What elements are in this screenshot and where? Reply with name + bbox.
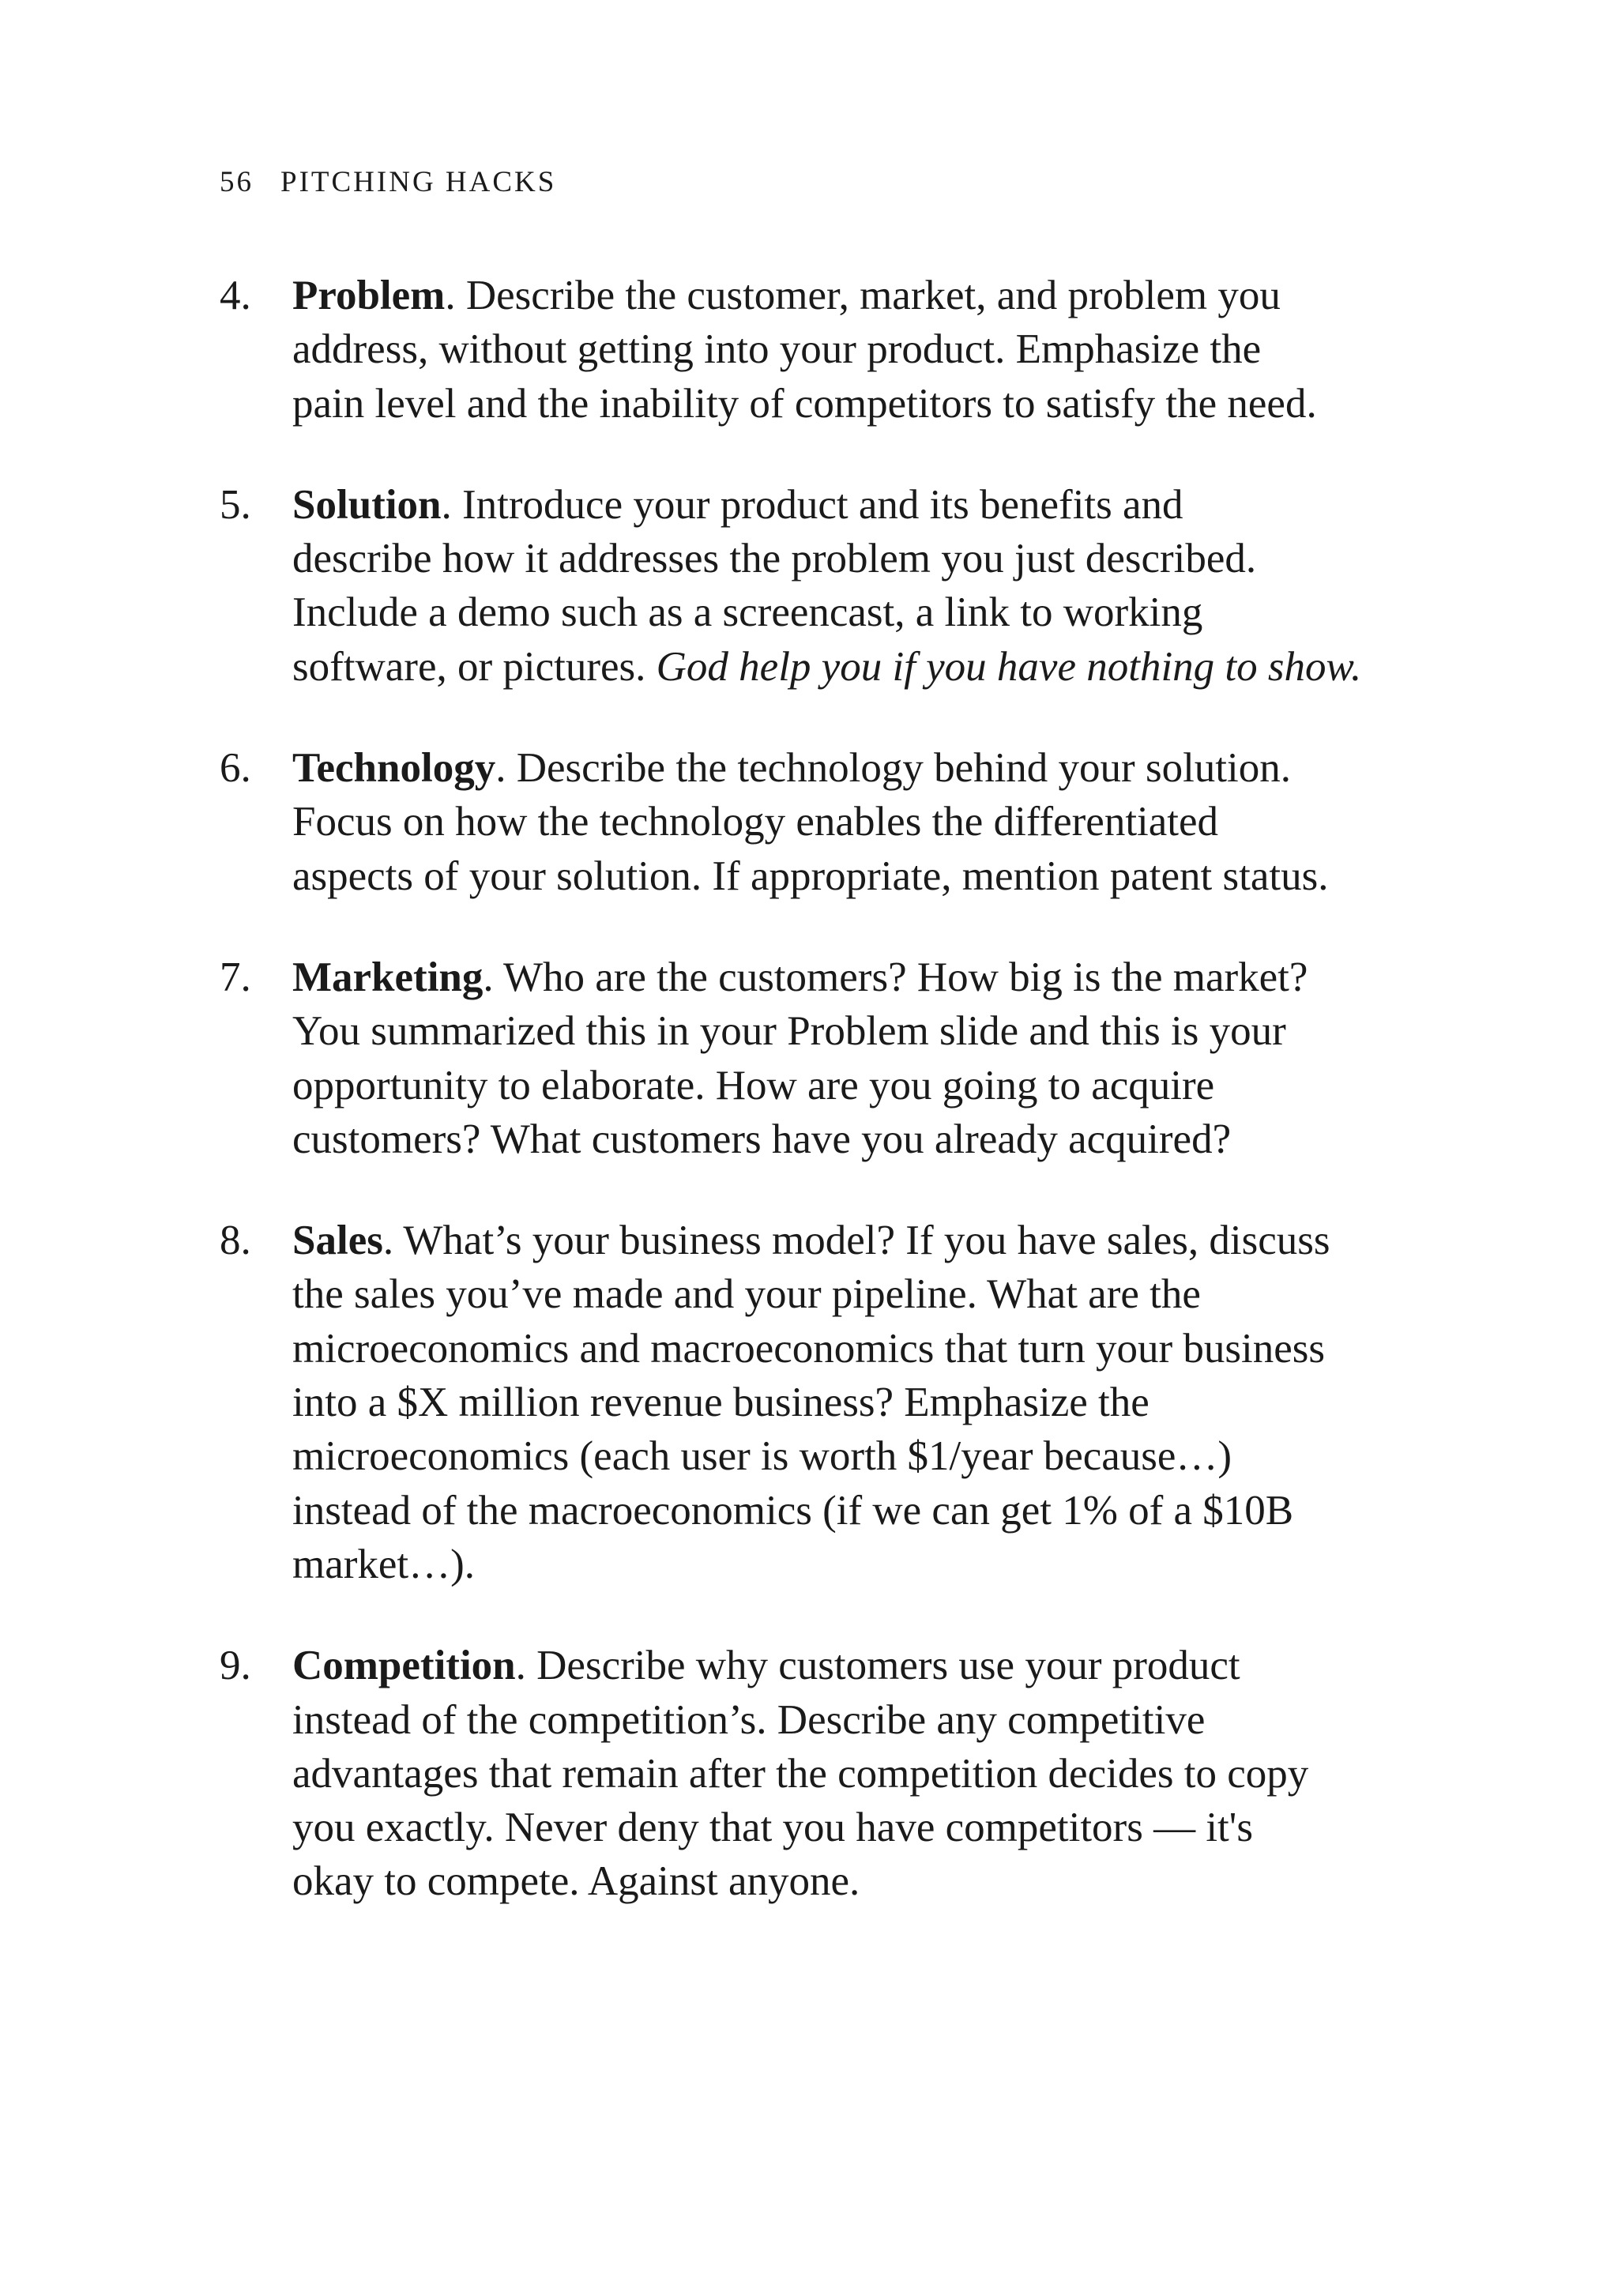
item-text: Problem. Describe the customer, market, and problem you address, without getting into your product. Emphasize the pain level and the inability of competitors to satisfy the need. xyxy=(292,273,1317,427)
item-term: Sales xyxy=(292,1218,383,1264)
item-text: Solution. Introduce your product and its benefits and describe how it addresses the problem you just described. Include a demo such as a screencast, a link to working software, or pictures. God help you if you have nothing to show. xyxy=(292,481,1362,690)
item-number: 9. xyxy=(220,1643,251,1689)
italic-remark: God help you if you have nothing to show. xyxy=(656,643,1362,690)
item-term: Marketing xyxy=(292,954,484,1000)
pitch-slide-list xyxy=(220,269,1420,1956)
item-number: 5. xyxy=(220,481,251,528)
list-item-marketing xyxy=(220,950,1420,1166)
item-text: Marketing. Who are the customers? How big is the market? You summarized this in your Problem slide and this is your opportunity to elaborate. How are you going to acquire customers? What customers have you already acquired? xyxy=(292,954,1308,1162)
item-text: Competition. Describe why customers use your product instead of the competition’s. Describe any competitive advantages that remain after the competition decides to copy you exactly. Never deny that you have competitors — it's okay to compete. Against anyone. xyxy=(292,1643,1309,1905)
book-title: PITCHING HACKS xyxy=(280,166,557,198)
list-item-problem xyxy=(220,269,1420,431)
item-number: 7. xyxy=(220,954,251,1000)
item-term: Problem xyxy=(292,273,446,318)
list-item-sales xyxy=(220,1214,1420,1591)
item-term: Competition xyxy=(292,1643,516,1689)
item-text: Sales. What’s your business model? If you have sales, discuss the sales you’ve made and your pipeline. What are the microeconomics and macroeconomics that turn your business into a $X million revenue business? Emphasize the microeconomics (each user is worth $1/year because…) instead of the macroeconomics (if we can get 1% of a $10B market…). xyxy=(292,1218,1330,1587)
item-term: Technology xyxy=(292,745,496,792)
item-term: Solution xyxy=(292,481,442,528)
item-text: Technology. Describe the technology behind your solution. Focus on how the technology enables the differentiated aspects of your solution. If appropriate, mention patent status. xyxy=(292,745,1329,899)
list-item-competition xyxy=(220,1639,1420,1908)
running-head xyxy=(220,167,556,197)
list-item-technology xyxy=(220,741,1420,903)
page-number: 56 xyxy=(220,166,254,198)
item-number: 4. xyxy=(220,273,251,318)
item-number: 6. xyxy=(220,745,251,792)
list-item-solution xyxy=(220,478,1420,694)
item-number: 8. xyxy=(220,1218,251,1264)
